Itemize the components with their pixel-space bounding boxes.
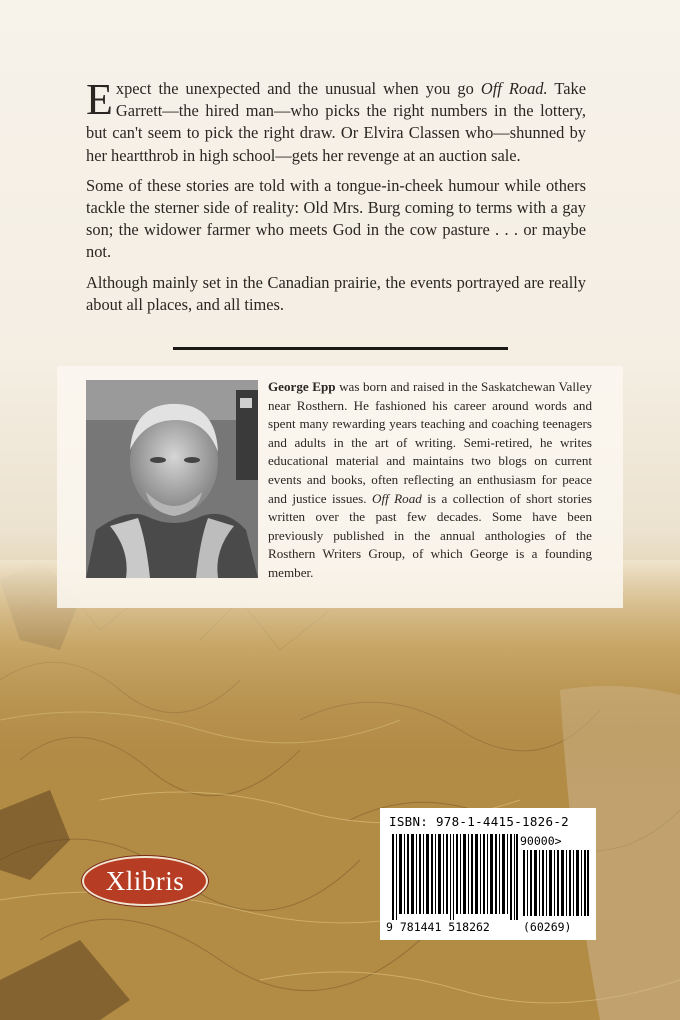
author-bio-book-title: Off Road bbox=[372, 490, 422, 506]
isbn-barcode bbox=[380, 808, 596, 940]
author-bio-part-1: was born and raised in the Saskatchewan Valley near Rosthern. He fashioned his career around words and spent many rewarding years teaching and coaching teenagers and adults in the art of writing. Semi-retired, he writes educational material and maintains two blogs on current events and books, often reflecting an enthusiasm for peace and justice issues. bbox=[268, 379, 592, 506]
xlibris-logo bbox=[82, 856, 208, 906]
blurb-p1-rest: Take Garrett—the hired man—who picks the right numbers in the lottery, but can't seem to pick the right draw. Or Elvira Classen who—shunned by her heartthrob in high school—gets her revenge at an auction sale. bbox=[86, 79, 586, 165]
prairie-field-image bbox=[0, 560, 680, 1020]
price-code: 90000> bbox=[520, 834, 562, 848]
barcode-supplement-number: (60269) bbox=[523, 920, 572, 934]
drop-cap: E bbox=[86, 75, 113, 124]
author-bio-part-2: is a collection of short stories written over the past few decades. Some have been previously published in the annual anthologies of the Rosthern Writers Group, of which George is a founding member. bbox=[268, 490, 592, 580]
author-photo bbox=[86, 380, 258, 578]
isbn-label: ISBN: 978-1-4415-1826-2 bbox=[389, 814, 569, 829]
blurb-paragraph-2: Some of these stories are told with a tongue-in-cheek humour while others tackle the sterner side of reality: Old Mrs. Burg coming to terms with a gay son; the widower farmer who meets God in the cow pasture . . . or maybe not. bbox=[86, 175, 586, 262]
author-name: George Epp bbox=[268, 379, 336, 394]
blurb-p1-start: xpect the unexpected and the unusual when you go bbox=[115, 79, 481, 98]
section-divider bbox=[173, 347, 508, 350]
publisher-logo-text: Xlibris bbox=[105, 865, 185, 896]
supplement-bars bbox=[523, 850, 589, 916]
author-bio bbox=[268, 378, 592, 583]
blurb-paragraph-1 bbox=[86, 75, 586, 167]
barcode-bars bbox=[392, 834, 518, 920]
back-cover-blurb bbox=[86, 75, 586, 324]
blurb-book-title: Off Road. bbox=[480, 79, 548, 98]
blurb-paragraph-3: Although mainly set in the Canadian prairie, the events portrayed are really about all places, and all times. bbox=[86, 272, 586, 314]
barcode-number: 9 781441 518262 bbox=[386, 920, 490, 934]
